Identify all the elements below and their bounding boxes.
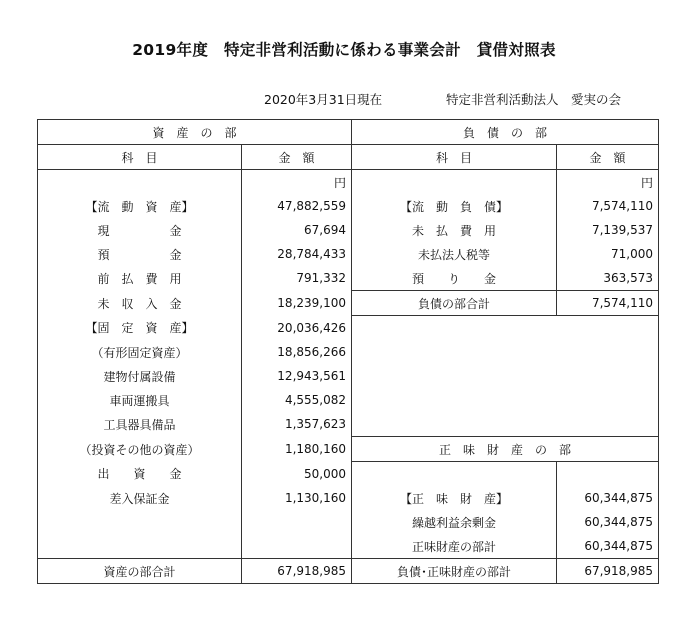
liability-label: 繰越利益余剰金 [352,510,557,534]
table-row [38,462,659,487]
table-row [38,364,659,388]
asset-label: 【固 定 資 産】 [38,316,242,341]
table-row [38,266,659,291]
asset-amount: 28,784,433 [242,242,352,266]
liability-label: 未払法人税等 [352,242,557,266]
asset-amount: 12,943,561 [242,364,352,388]
blank-cell [352,412,659,437]
liability-label [352,462,557,487]
liability-amount: 7,139,537 [557,218,659,242]
table-row [38,486,659,510]
liability-amount: 60,344,875 [557,510,659,534]
asset-label: 出 資 金 [38,462,242,487]
blank-cell [352,316,659,341]
asset-label: （投資その他の資産） [38,437,242,462]
asset-label: 前 払 費 用 [38,266,242,291]
asset-label: 建物付属設備 [38,364,242,388]
table-row [38,218,659,242]
assets-total-label: 資産の部合計 [38,559,242,584]
liabilities-item-header: 科 目 [352,145,557,170]
blank-cell [352,388,659,412]
asset-amount [242,510,352,534]
liability-label: 未 払 費 用 [352,218,557,242]
asset-amount [242,534,352,559]
table-row [38,534,659,559]
balance-sheet-table [37,119,659,584]
table-row [38,291,659,316]
asset-amount: 67,694 [242,218,352,242]
grand-total-row [38,559,659,584]
table-row [38,388,659,412]
asset-amount: 50,000 [242,462,352,487]
blank-cell [352,340,659,364]
page-title: 2019年度 特定非営利活動に係わる事業会計 貸借対照表 [132,41,556,59]
asset-label: 現 金 [38,218,242,242]
liability-amount: 7,574,110 [557,194,659,218]
asset-amount: 1,180,160 [242,437,352,462]
unit-row [38,170,659,195]
asset-label: （有形固定資産） [38,340,242,364]
unit-spacer [38,170,242,195]
assets-unit: 円 [242,170,352,195]
asset-amount: 1,357,623 [242,412,352,437]
table-row [38,242,659,266]
table-row [38,510,659,534]
liability-label: 【流 動 負 債】 [352,194,557,218]
asset-amount: 18,856,266 [242,340,352,364]
column-header-row [38,145,659,170]
section-header-row [38,120,659,145]
liability-amount: 60,344,875 [557,486,659,510]
organization-name: 特定非営利活動法人 愛実の会 [446,92,622,107]
asset-label: 工具器具備品 [38,412,242,437]
asset-label: 差入保証金 [38,486,242,510]
table-row [38,316,659,341]
assets-amount-header: 金 額 [242,145,352,170]
table-row [38,412,659,437]
asset-label: 車両運搬具 [38,388,242,412]
asset-amount: 47,882,559 [242,194,352,218]
unit-spacer [352,170,557,195]
net-assets-section-header: 正 味 財 産 の 部 [352,437,659,462]
blank-cell [352,364,659,388]
liabilities-total-amount: 7,574,110 [557,291,659,316]
liability-amount: 71,000 [557,242,659,266]
liabilities-net-assets-total-amount: 67,918,985 [557,559,659,584]
liabilities-amount-header: 金 額 [557,145,659,170]
asset-label [38,510,242,534]
asset-label: 【流 動 資 産】 [38,194,242,218]
asset-amount: 4,555,082 [242,388,352,412]
assets-section-header: 資 産 の 部 [38,120,352,145]
asset-amount: 20,036,426 [242,316,352,341]
asset-amount: 1,130,160 [242,486,352,510]
liability-label: 預 り 金 [352,266,557,291]
asset-label: 預 金 [38,242,242,266]
liabilities-unit: 円 [557,170,659,195]
table-row [38,340,659,364]
table-row [38,437,659,462]
liability-label: 正味財産の部計 [352,534,557,559]
liabilities-net-assets-total-label: 負債･正味財産の部計 [352,559,557,584]
asset-label [38,534,242,559]
liability-amount [557,462,659,487]
report-date: 2020年3月31日現在 [264,92,383,107]
liabilities-section-header: 負 債 の 部 [352,120,659,145]
liability-label: 【正 味 財 産】 [352,486,557,510]
assets-total-amount: 67,918,985 [242,559,352,584]
asset-amount: 18,239,100 [242,291,352,316]
table-row [38,194,659,218]
asset-amount: 791,332 [242,266,352,291]
liability-amount: 363,573 [557,266,659,291]
assets-item-header: 科 目 [38,145,242,170]
liabilities-total-label: 負債の部合計 [352,291,557,316]
asset-label: 未 収 入 金 [38,291,242,316]
liability-amount: 60,344,875 [557,534,659,559]
